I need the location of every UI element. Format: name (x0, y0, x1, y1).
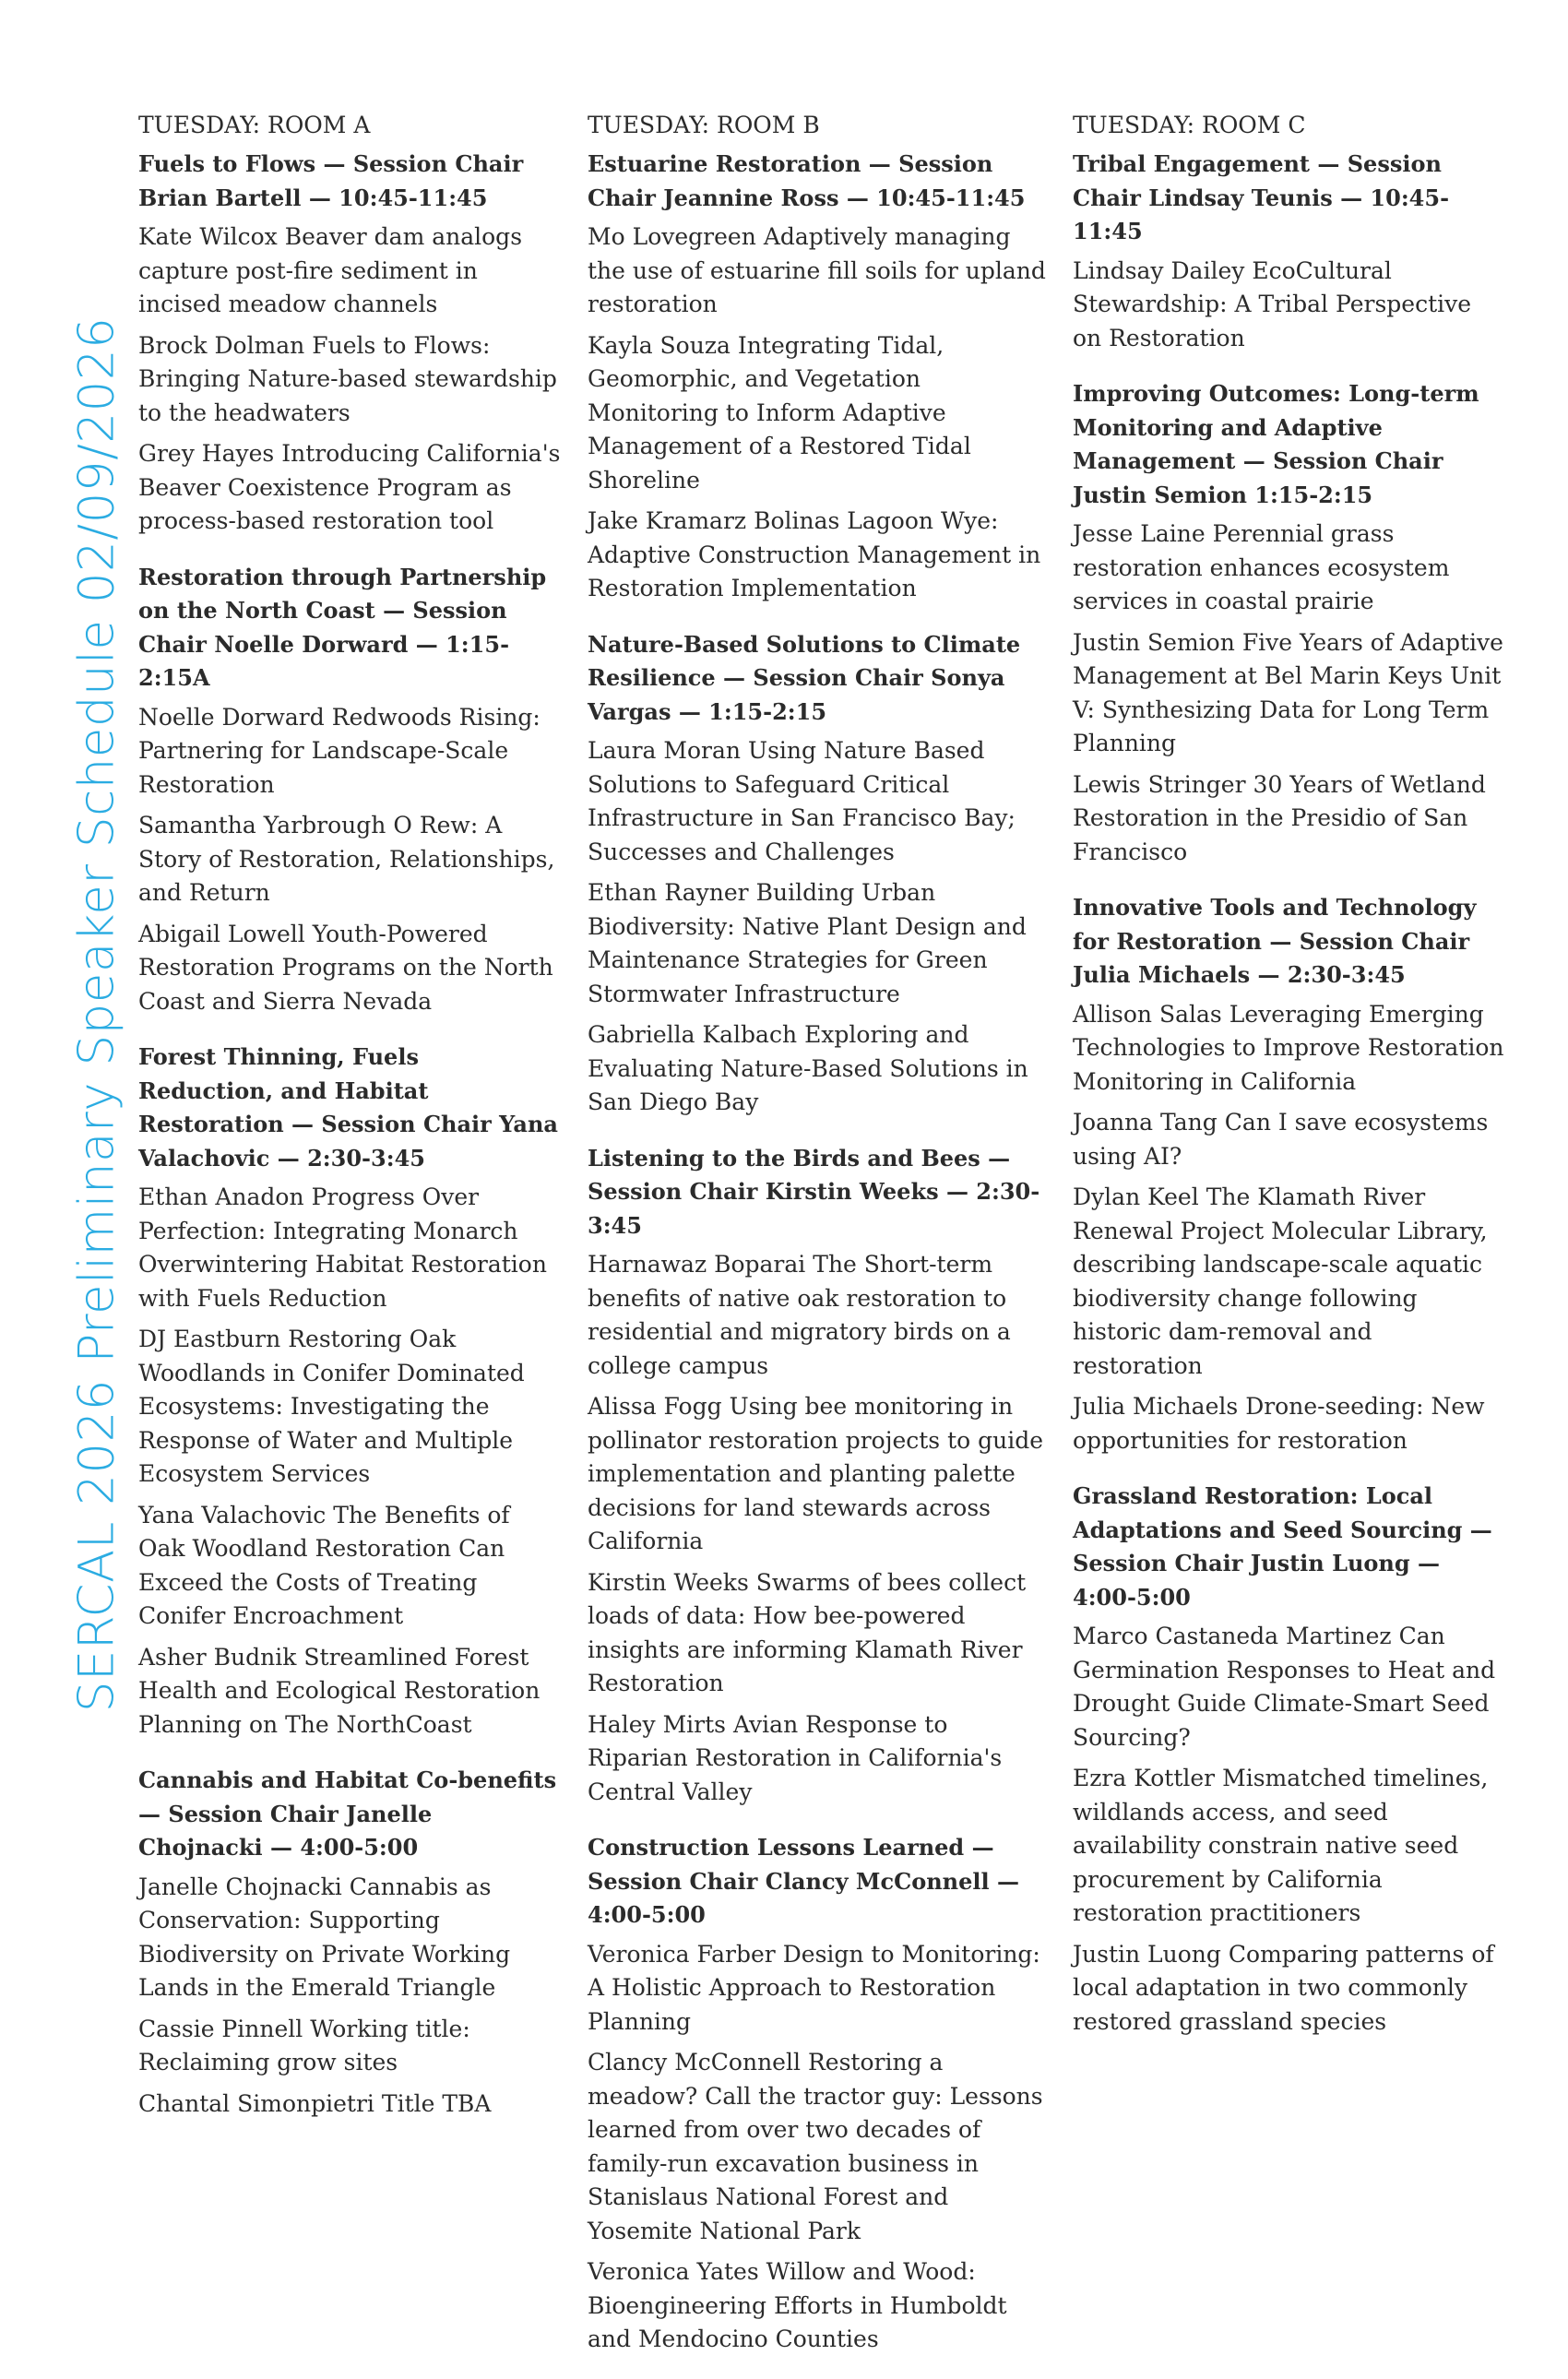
speaker-name: Asher Budnik (138, 1643, 297, 1671)
talk-entry (138, 701, 561, 803)
speaker-name: Justin Luong (1073, 1940, 1221, 1968)
speaker-name: Ethan Anadon (138, 1184, 304, 1210)
session-title: Innovative Tools and Technology for Restoration — Session Chair Julia Michaels — 2:30-3:45 (1073, 894, 1477, 988)
speaker-name: Yana Valachovic (138, 1501, 327, 1529)
talk-title: EcoCultural Stewardship: A Tribal Perspective on Restoration (1073, 256, 1472, 351)
speaker-name: Alissa Fogg (588, 1393, 722, 1420)
speaker-name: Justin Semion (1073, 628, 1235, 656)
speaker-name: Grey Hayes (138, 440, 275, 467)
talk-entry (1073, 626, 1506, 761)
speaker-name: Lindsay Dailey (1073, 256, 1245, 284)
session-block (138, 1764, 561, 2121)
talk-title: Using bee monitoring in pollinator restoration projects to guide implementation and planting palette decisions for land stewards across California (588, 1393, 1044, 1554)
session-title: Improving Outcomes: Long-term Monitoring and Adaptive Management — Session Chair Justin Semion 1:15-2:15 (1073, 380, 1479, 508)
session-title: Listening to the Birds and Bees — Session Chair Kirstin Weeks — 2:30-3:45 (588, 1144, 1040, 1239)
speaker-name: Kayla Souza (588, 331, 731, 359)
talk-title: Introducing California's Beaver Coexistence Program as process-based restoration tool (138, 440, 561, 534)
session-title: Fuels to Flows — Session Chair Brian Bartell — 10:45-11:45 (138, 150, 524, 211)
talk-entry (1073, 1762, 1506, 1931)
speaker-name: Joanna Tang (1073, 1109, 1218, 1136)
session-title: Grassland Restoration: Local Adaptations and Seed Sourcing — Session Chair Justin Luong — 4:00-5:00 (1073, 1482, 1492, 1611)
talk-entry (138, 1871, 561, 2005)
talk-title: Perennial grass restoration enhances ecosystem services in coastal prairie (1073, 520, 1450, 614)
talk-entry (1073, 1106, 1506, 1173)
talk-title: Title TBA (381, 2089, 492, 2117)
speaker-name: Cassie Pinnell (138, 2015, 303, 2042)
speaker-name: Marco Castaneda Martinez (1073, 1623, 1392, 1649)
column-room-c (1073, 109, 1506, 2061)
talk-title: The Klamath River Renewal Project Molecular Library, describing landscape-scale aquatic biodiversity change following historic dam-removal and restoration (1073, 1184, 1488, 1379)
session-block (138, 561, 561, 1019)
talk-entry (1073, 768, 1506, 870)
talk-title: Mismatched timelines, wildlands access, and seed availability constrain native seed procurement by California restoration practitioners (1073, 1765, 1489, 1926)
talk-entry (138, 1181, 561, 1315)
talk-entry (588, 220, 1049, 322)
talk-title: Bolinas Lagoon Wye: Adaptive Construction Management in Restoration Implementation (588, 507, 1041, 601)
talk-title: Youth-Powered Restoration Programs on the North Coast and Sierra Nevada (138, 920, 553, 1015)
speaker-name: Julia Michaels (1073, 1393, 1239, 1420)
speaker-name: Veronica Farber (588, 1940, 776, 1968)
talk-entry (138, 2088, 561, 2122)
session-block (138, 148, 561, 539)
session-title: Estuarine Restoration — Session Chair Jeannine Ross — 10:45-11:45 (588, 150, 1026, 211)
talk-entry (1073, 1620, 1506, 1755)
talk-entry (138, 1499, 561, 1634)
talk-title: Progress Over Perfection: Integrating Monarch Overwintering Habitat Restoration with Fuels Reduction (138, 1184, 547, 1312)
session-title: Restoration through Partnership on the North Coast — Session Chair Noelle Dorward — 1:15-2:15A (138, 563, 547, 691)
session-block (1073, 891, 1506, 1457)
session-block (138, 1041, 561, 1742)
talk-title: Five Years of Adaptive Management at Bel Marin Keys Unit V: Synthesizing Data for Long Term Planning (1073, 628, 1503, 756)
talk-title: Comparing patterns of local adaptation in two commonly restored grassland species (1073, 1940, 1494, 2035)
speaker-name: Brock Dolman (138, 331, 305, 359)
speaker-name: Haley Mirts (588, 1710, 726, 1738)
session-block (1073, 148, 1506, 355)
talk-title: Building Urban Biodiversity: Native Plant Design and Maintenance Strategies for Green Stormwater Infrastructure (588, 879, 1027, 1007)
talk-title: Cannabis as Conservation: Supporting Biodiversity on Private Working Lands in the Emerald Triangle (138, 1873, 511, 2001)
talk-entry (588, 1248, 1049, 1383)
speaker-name: Gabriella Kalbach (588, 1021, 798, 1048)
speaker-name: Lewis Stringer (1073, 770, 1246, 798)
talk-title: Beaver dam analogs capture post-fire sediment in incised meadow channels (138, 223, 523, 317)
session-block (588, 628, 1049, 1120)
talk-entry (588, 505, 1049, 606)
talk-title: Working title: Reclaiming grow sites (138, 2015, 470, 2076)
speaker-name: Dylan Keel (1073, 1184, 1199, 1210)
talk-entry (588, 2255, 1049, 2357)
talk-entry (1073, 255, 1506, 356)
talk-entry (588, 329, 1049, 498)
talk-title: 30 Years of Wetland Restoration in the Presidio of San Francisco (1073, 770, 1486, 865)
speaker-name: Laura Moran (588, 737, 742, 764)
speaker-name: Janelle Chojnacki (138, 1873, 342, 1900)
session-title: Nature-Based Solutions to Climate Resilience — Session Chair Sonya Vargas — 1:15-2:15 (588, 630, 1021, 725)
talk-title: Swarms of bees collect loads of data: How bee-powered insights are informing Klamath River Restoration (588, 1568, 1027, 1696)
talk-title: Leveraging Emerging Technologies to Improve Restoration Monitoring in California (1073, 1000, 1504, 1095)
speaker-name: Kate Wilcox (138, 223, 278, 250)
session-block (588, 148, 1049, 606)
talk-entry (138, 809, 561, 910)
speaker-name: Mo Lovegreen (588, 223, 756, 250)
talk-title: Exploring and Evaluating Nature-Based Solutions in San Diego Bay (588, 1021, 1028, 1115)
talk-title: Can I save ecosystems using AI? (1073, 1109, 1489, 1170)
talk-title: Design to Monitoring: A Holistic Approach to Restoration Planning (588, 1940, 1040, 2035)
talk-entry (1073, 1390, 1506, 1457)
talk-entry (588, 1566, 1049, 1701)
talk-entry (588, 1018, 1049, 1120)
speaker-name: Jesse Laine (1073, 520, 1206, 547)
talk-title: The Short-term benefits of native oak restoration to residential and migratory birds on a college campus (588, 1251, 1011, 1379)
talk-entry (138, 1641, 561, 1743)
talk-title: Streamlined Forest Health and Ecological Restoration Planning on The NorthCoast (138, 1643, 540, 1738)
session-title: Tribal Engagement — Session Chair Lindsay Teunis — 10:45-11:45 (1073, 150, 1450, 244)
session-block (1073, 377, 1506, 869)
session-block (588, 1142, 1049, 1810)
room-heading: TUESDAY: ROOM B (588, 112, 820, 138)
talk-title: Restoring Oak Woodlands in Conifer Dominated Ecosystems: Investigating the Response of Water and Multiple Ecosystem Services (138, 1326, 525, 1487)
speaker-name: Chantal Simonpietri (138, 2089, 374, 2117)
talk-title: Willow and Wood: Bioengineering Efforts in Humboldt and Mendocino Counties (588, 2258, 1007, 2352)
page-side-title: SERCAL 2026 Preliminary Speaker Schedule 02/09/2026 (68, 316, 125, 1713)
column-room-b (588, 109, 1049, 2379)
talk-title: Drone-seeding: New opportunities for restoration (1073, 1393, 1485, 1454)
talk-entry (138, 1323, 561, 1492)
talk-entry (138, 918, 561, 1019)
session-title: Forest Thinning, Fuels Reduction, and Habitat Restoration — Session Chair Yana Valachovic — 2:30-3:45 (138, 1043, 558, 1172)
talk-entry (588, 1708, 1049, 1810)
speaker-name: Ezra Kottler (1073, 1765, 1216, 1791)
speaker-name: DJ Eastburn (138, 1326, 281, 1352)
speaker-name: Kirstin Weeks (588, 1568, 749, 1596)
talk-title: The Benefits of Oak Woodland Restoration Can Exceed the Costs of Treating Conifer Encroachment (138, 1501, 510, 1629)
speaker-name: Veronica Yates (588, 2258, 759, 2285)
speaker-name: Abigail Lowell (138, 920, 305, 947)
talk-entry (138, 437, 561, 539)
speaker-name: Clancy McConnell (588, 2049, 801, 2076)
talk-title: O Rew: A Story of Restoration, Relationships, and Return (138, 812, 555, 906)
talk-entry (1073, 998, 1506, 1100)
talk-title: Using Nature Based Solutions to Safeguard Critical Infrastructure in San Francisco Bay; Successes and Challenges (588, 737, 1016, 865)
talk-title: Can Germination Responses to Heat and Drought Guide Climate-Smart Seed Sourcing? (1073, 1623, 1496, 1751)
speaker-name: Noelle Dorward (138, 703, 325, 731)
speaker-name: Harnawaz Boparai (588, 1251, 806, 1278)
room-heading: TUESDAY: ROOM A (138, 112, 371, 138)
talk-entry (588, 2046, 1049, 2248)
talk-title: Fuels to Flows: Bringing Nature-based stewardship to the headwaters (138, 331, 557, 426)
room-heading: TUESDAY: ROOM C (1073, 112, 1306, 138)
talk-entry (588, 876, 1049, 1011)
session-block (588, 1831, 1049, 2357)
talk-entry (138, 2013, 561, 2080)
speaker-name: Allison Salas (1073, 1000, 1222, 1028)
talk-title: Avian Response to Riparian Restoration in California's Central Valley (588, 1710, 1003, 1805)
speaker-name: Samantha Yarbrough (138, 812, 386, 839)
talk-entry (1073, 1938, 1506, 2040)
talk-entry (588, 734, 1049, 869)
session-title: Construction Lessons Learned — Session Chair Clancy McConnell — 4:00-5:00 (588, 1834, 1019, 1928)
talk-entry (138, 329, 561, 431)
speaker-name: Jake Kramarz (588, 507, 747, 534)
session-block (1073, 1480, 1506, 2039)
talk-title: Integrating Tidal, Geomorphic, and Vegetation Monitoring to Inform Adaptive Management of a Restored Tidal Shoreline (588, 331, 971, 494)
talk-entry (1073, 517, 1506, 619)
talk-title: Redwoods Rising: Partnering for Landscape-Scale Restoration (138, 703, 540, 798)
talk-entry (588, 1938, 1049, 2040)
session-title: Cannabis and Habitat Co-benefits — Session Chair Janelle Chojnacki — 4:00-5:00 (138, 1766, 557, 1861)
talk-entry (1073, 1181, 1506, 1383)
speaker-name: Ethan Rayner (588, 879, 749, 906)
talk-entry (588, 1390, 1049, 1559)
talk-entry (138, 220, 561, 322)
column-room-a (138, 109, 561, 2143)
talk-title: Adaptively managing the use of estuarine fill soils for upland restoration (588, 223, 1046, 317)
talk-title: Restoring a meadow? Call the tractor guy: Lessons learned from over two decades of family-run excavation business in Stanislaus National Forest and Yosemite National Park (588, 2049, 1043, 2244)
